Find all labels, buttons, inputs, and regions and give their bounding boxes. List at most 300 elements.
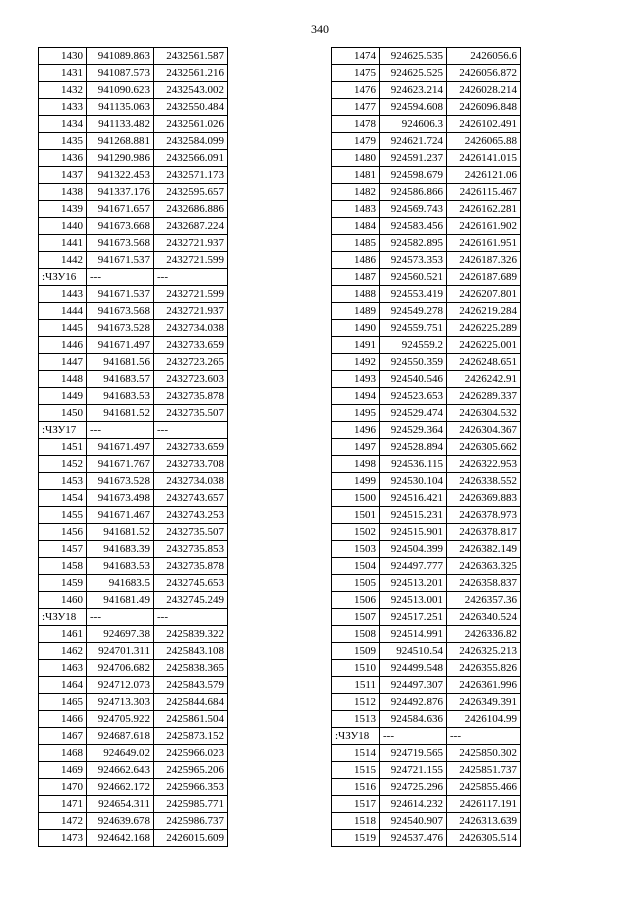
point-number-cell: 1455 — [39, 507, 87, 524]
x-coordinate-cell: 924582.895 — [380, 235, 447, 252]
point-number-cell: 1500 — [332, 490, 380, 507]
y-coordinate-cell: 2432571.173 — [154, 167, 228, 184]
table-row — [332, 439, 521, 456]
table-row — [39, 558, 228, 575]
point-number-cell: 1480 — [332, 150, 380, 167]
table-row — [39, 405, 228, 422]
x-coordinate-cell: 941683.53 — [87, 558, 154, 575]
point-number-cell: 1447 — [39, 354, 87, 371]
table-row — [332, 320, 521, 337]
table-row — [332, 286, 521, 303]
y-coordinate-cell: 2432721.599 — [154, 286, 228, 303]
x-coordinate-cell: 941135.063 — [87, 99, 154, 116]
x-coordinate-cell: 924523.653 — [380, 388, 447, 405]
y-coordinate-cell: 2426056.6 — [447, 48, 521, 65]
y-coordinate-cell: 2432561.026 — [154, 116, 228, 133]
point-number-cell: 1460 — [39, 592, 87, 609]
section-row — [332, 728, 521, 745]
table-row — [39, 830, 228, 847]
table-row — [39, 592, 228, 609]
table-row — [332, 235, 521, 252]
x-coordinate-cell: 924550.359 — [380, 354, 447, 371]
point-number-cell: 1436 — [39, 150, 87, 167]
point-number-cell: 1454 — [39, 490, 87, 507]
point-number-cell: 1433 — [39, 99, 87, 116]
point-number-cell: 1448 — [39, 371, 87, 388]
point-number-cell: 1507 — [332, 609, 380, 626]
point-number-cell: 1456 — [39, 524, 87, 541]
table-row — [39, 184, 228, 201]
table-row — [332, 626, 521, 643]
y-coordinate-cell: 2426207.801 — [447, 286, 521, 303]
point-number-cell: 1478 — [332, 116, 380, 133]
y-coordinate-cell: 2426161.951 — [447, 235, 521, 252]
table-row — [39, 116, 228, 133]
x-coordinate-cell: 924725.296 — [380, 779, 447, 796]
y-coordinate-cell: 2426338.552 — [447, 473, 521, 490]
table-row — [39, 167, 228, 184]
x-coordinate-cell: 924687.618 — [87, 728, 154, 745]
y-coordinate-cell: 2432745.653 — [154, 575, 228, 592]
y-coordinate-cell: 2425966.023 — [154, 745, 228, 762]
x-coordinate-cell: 924515.231 — [380, 507, 447, 524]
table-row — [39, 48, 228, 65]
y-coordinate-cell: 2425855.466 — [447, 779, 521, 796]
y-coordinate-cell: --- — [447, 728, 521, 745]
point-number-cell: :ЧЗУ18 — [39, 609, 87, 626]
point-number-cell: 1488 — [332, 286, 380, 303]
x-coordinate-cell: 924654.311 — [87, 796, 154, 813]
table-row — [39, 218, 228, 235]
table-row — [39, 388, 228, 405]
point-number-cell: 1449 — [39, 388, 87, 405]
table-row — [39, 133, 228, 150]
table-row — [39, 626, 228, 643]
y-coordinate-cell: 2432723.265 — [154, 354, 228, 371]
table-row — [332, 524, 521, 541]
table-row — [332, 779, 521, 796]
y-coordinate-cell: 2425850.302 — [447, 745, 521, 762]
x-coordinate-cell: 924530.104 — [380, 473, 447, 490]
table-row — [332, 303, 521, 320]
x-coordinate-cell: 924598.679 — [380, 167, 447, 184]
point-number-cell: 1440 — [39, 218, 87, 235]
point-number-cell: 1464 — [39, 677, 87, 694]
page-number: 340 — [311, 22, 329, 36]
section-row — [39, 609, 228, 626]
point-number-cell: 1431 — [39, 65, 87, 82]
table-row — [39, 201, 228, 218]
x-coordinate-cell: 924560.521 — [380, 269, 447, 286]
table-row — [39, 65, 228, 82]
x-coordinate-cell: 941089.863 — [87, 48, 154, 65]
point-number-cell: 1516 — [332, 779, 380, 796]
x-coordinate-cell: 941681.49 — [87, 592, 154, 609]
y-coordinate-cell: 2432543.002 — [154, 82, 228, 99]
x-coordinate-cell: 941673.528 — [87, 320, 154, 337]
table-row — [39, 235, 228, 252]
point-number-cell: 1467 — [39, 728, 87, 745]
x-coordinate-cell: 924569.743 — [380, 201, 447, 218]
x-coordinate-cell: 941671.467 — [87, 507, 154, 524]
point-number-cell: 1491 — [332, 337, 380, 354]
y-coordinate-cell: 2432735.878 — [154, 558, 228, 575]
x-coordinate-cell: 924492.876 — [380, 694, 447, 711]
point-number-cell: 1435 — [39, 133, 87, 150]
table-row — [39, 252, 228, 269]
point-number-cell: 1510 — [332, 660, 380, 677]
point-number-cell: 1462 — [39, 643, 87, 660]
x-coordinate-cell: 941671.657 — [87, 201, 154, 218]
table-row — [332, 405, 521, 422]
y-coordinate-cell: 2425986.737 — [154, 813, 228, 830]
y-coordinate-cell: 2432721.937 — [154, 303, 228, 320]
y-coordinate-cell: 2426369.883 — [447, 490, 521, 507]
table-row — [332, 643, 521, 660]
point-number-cell: 1463 — [39, 660, 87, 677]
x-coordinate-cell: 941671.767 — [87, 456, 154, 473]
x-coordinate-cell: 941683.5 — [87, 575, 154, 592]
y-coordinate-cell: 2432733.659 — [154, 439, 228, 456]
y-coordinate-cell: 2432595.657 — [154, 184, 228, 201]
y-coordinate-cell: 2426104.99 — [447, 711, 521, 728]
table-row — [39, 439, 228, 456]
y-coordinate-cell: 2432734.038 — [154, 473, 228, 490]
y-coordinate-cell: 2425839.322 — [154, 626, 228, 643]
y-coordinate-cell: 2425843.108 — [154, 643, 228, 660]
x-coordinate-cell: 924621.724 — [380, 133, 447, 150]
y-coordinate-cell: 2432721.599 — [154, 252, 228, 269]
coordinates-table-right — [331, 47, 521, 847]
table-row — [332, 694, 521, 711]
point-number-cell: 1441 — [39, 235, 87, 252]
x-coordinate-cell: 924537.476 — [380, 830, 447, 847]
x-coordinate-cell: 941087.573 — [87, 65, 154, 82]
x-coordinate-cell: 924662.172 — [87, 779, 154, 796]
y-coordinate-cell: 2426325.213 — [447, 643, 521, 660]
table-row — [332, 201, 521, 218]
point-number-cell: 1486 — [332, 252, 380, 269]
y-coordinate-cell: --- — [154, 422, 228, 439]
x-coordinate-cell: 941337.176 — [87, 184, 154, 201]
y-coordinate-cell: 2426289.337 — [447, 388, 521, 405]
y-coordinate-cell: 2426363.325 — [447, 558, 521, 575]
section-row — [39, 269, 228, 286]
point-number-cell: 1490 — [332, 320, 380, 337]
x-coordinate-cell: 941681.52 — [87, 524, 154, 541]
point-number-cell: 1498 — [332, 456, 380, 473]
x-coordinate-cell: 924712.073 — [87, 677, 154, 694]
y-coordinate-cell: 2426349.391 — [447, 694, 521, 711]
point-number-cell: 1515 — [332, 762, 380, 779]
x-coordinate-cell: 924513.201 — [380, 575, 447, 592]
x-coordinate-cell: 924504.399 — [380, 541, 447, 558]
x-coordinate-cell: 924625.535 — [380, 48, 447, 65]
x-coordinate-cell: 924606.3 — [380, 116, 447, 133]
y-coordinate-cell: 2425985.771 — [154, 796, 228, 813]
y-coordinate-cell: 2425861.504 — [154, 711, 228, 728]
point-number-cell: 1469 — [39, 762, 87, 779]
point-number-cell: 1475 — [332, 65, 380, 82]
y-coordinate-cell: 2432723.603 — [154, 371, 228, 388]
y-coordinate-cell: 2426161.902 — [447, 218, 521, 235]
y-coordinate-cell: 2426305.662 — [447, 439, 521, 456]
table-row — [39, 337, 228, 354]
table-row — [332, 167, 521, 184]
x-coordinate-cell: --- — [87, 422, 154, 439]
table-row — [39, 779, 228, 796]
table-row — [39, 473, 228, 490]
x-coordinate-cell: --- — [87, 269, 154, 286]
x-coordinate-cell: 924705.922 — [87, 711, 154, 728]
table-row — [39, 286, 228, 303]
table-row — [39, 575, 228, 592]
x-coordinate-cell: 941290.986 — [87, 150, 154, 167]
point-number-cell: 1445 — [39, 320, 87, 337]
x-coordinate-cell: 924625.525 — [380, 65, 447, 82]
y-coordinate-cell: 2432735.878 — [154, 388, 228, 405]
table-row — [332, 218, 521, 235]
table-row — [332, 48, 521, 65]
point-number-cell: 1493 — [332, 371, 380, 388]
point-number-cell: 1517 — [332, 796, 380, 813]
x-coordinate-cell: 924514.991 — [380, 626, 447, 643]
table-row — [332, 116, 521, 133]
point-number-cell: 1481 — [332, 167, 380, 184]
table-row — [39, 99, 228, 116]
x-coordinate-cell: 924706.682 — [87, 660, 154, 677]
table-row — [332, 660, 521, 677]
point-number-cell: 1494 — [332, 388, 380, 405]
table-row — [332, 711, 521, 728]
x-coordinate-cell: 941673.668 — [87, 218, 154, 235]
point-number-cell: 1446 — [39, 337, 87, 354]
point-number-cell: 1439 — [39, 201, 87, 218]
y-coordinate-cell: 2426225.289 — [447, 320, 521, 337]
point-number-cell: 1504 — [332, 558, 380, 575]
y-coordinate-cell: 2426065.88 — [447, 133, 521, 150]
table-row — [332, 575, 521, 592]
coordinates-table-left — [38, 47, 228, 847]
point-number-cell: 1487 — [332, 269, 380, 286]
point-number-cell: 1450 — [39, 405, 87, 422]
x-coordinate-cell: 924499.548 — [380, 660, 447, 677]
x-coordinate-cell: 924639.678 — [87, 813, 154, 830]
point-number-cell: :ЧЗУ18 — [332, 728, 380, 745]
y-coordinate-cell: 2425843.579 — [154, 677, 228, 694]
x-coordinate-cell: 941683.57 — [87, 371, 154, 388]
y-coordinate-cell: 2432566.091 — [154, 150, 228, 167]
table-row — [332, 337, 521, 354]
point-number-cell: 1509 — [332, 643, 380, 660]
point-number-cell: 1502 — [332, 524, 380, 541]
table-row — [332, 558, 521, 575]
point-number-cell: 1465 — [39, 694, 87, 711]
y-coordinate-cell: 2426378.817 — [447, 524, 521, 541]
point-number-cell: 1468 — [39, 745, 87, 762]
x-coordinate-cell: 941322.453 — [87, 167, 154, 184]
table-row — [39, 677, 228, 694]
y-coordinate-cell: 2426322.953 — [447, 456, 521, 473]
y-coordinate-cell: 2432733.659 — [154, 337, 228, 354]
y-coordinate-cell: 2432686.886 — [154, 201, 228, 218]
y-coordinate-cell: 2432735.507 — [154, 524, 228, 541]
table-row — [39, 541, 228, 558]
point-number-cell: 1451 — [39, 439, 87, 456]
y-coordinate-cell: 2432550.484 — [154, 99, 228, 116]
table-row — [39, 507, 228, 524]
table-row — [332, 388, 521, 405]
point-number-cell: 1479 — [332, 133, 380, 150]
x-coordinate-cell: 924584.636 — [380, 711, 447, 728]
point-number-cell: 1503 — [332, 541, 380, 558]
y-coordinate-cell: 2426187.326 — [447, 252, 521, 269]
y-coordinate-cell: 2425965.206 — [154, 762, 228, 779]
y-coordinate-cell: 2426358.837 — [447, 575, 521, 592]
table-row — [39, 762, 228, 779]
y-coordinate-cell: 2426056.872 — [447, 65, 521, 82]
y-coordinate-cell: 2426102.491 — [447, 116, 521, 133]
y-coordinate-cell: 2432745.249 — [154, 592, 228, 609]
y-coordinate-cell: 2426242.91 — [447, 371, 521, 388]
x-coordinate-cell: 924549.278 — [380, 303, 447, 320]
point-number-cell: 1437 — [39, 167, 87, 184]
point-number-cell: :ЧЗУ17 — [39, 422, 87, 439]
table-row — [332, 507, 521, 524]
y-coordinate-cell: 2426162.281 — [447, 201, 521, 218]
y-coordinate-cell: 2432743.657 — [154, 490, 228, 507]
y-coordinate-cell: 2432561.587 — [154, 48, 228, 65]
table-row — [332, 745, 521, 762]
table-row — [332, 269, 521, 286]
y-coordinate-cell: --- — [154, 609, 228, 626]
y-coordinate-cell: 2426304.532 — [447, 405, 521, 422]
table-row — [332, 354, 521, 371]
table-row — [39, 796, 228, 813]
x-coordinate-cell: 924529.364 — [380, 422, 447, 439]
point-number-cell: 1474 — [332, 48, 380, 65]
x-coordinate-cell: 924623.214 — [380, 82, 447, 99]
x-coordinate-cell: 924697.38 — [87, 626, 154, 643]
y-coordinate-cell: 2426187.689 — [447, 269, 521, 286]
point-number-cell: 1472 — [39, 813, 87, 830]
y-coordinate-cell: 2432743.253 — [154, 507, 228, 524]
point-number-cell: 1485 — [332, 235, 380, 252]
x-coordinate-cell: 924559.2 — [380, 337, 447, 354]
table-row — [39, 303, 228, 320]
table-row — [39, 456, 228, 473]
y-coordinate-cell: 2426219.284 — [447, 303, 521, 320]
point-number-cell: 1499 — [332, 473, 380, 490]
point-number-cell: 1466 — [39, 711, 87, 728]
point-number-cell: 1452 — [39, 456, 87, 473]
point-number-cell: 1511 — [332, 677, 380, 694]
y-coordinate-cell: 2426340.524 — [447, 609, 521, 626]
x-coordinate-cell: 941671.497 — [87, 439, 154, 456]
x-coordinate-cell: 924583.456 — [380, 218, 447, 235]
y-coordinate-cell: 2432584.099 — [154, 133, 228, 150]
x-coordinate-cell: 941671.497 — [87, 337, 154, 354]
x-coordinate-cell: 941673.528 — [87, 473, 154, 490]
x-coordinate-cell: 924701.311 — [87, 643, 154, 660]
y-coordinate-cell: 2426028.214 — [447, 82, 521, 99]
x-coordinate-cell: 924719.565 — [380, 745, 447, 762]
table-row — [39, 711, 228, 728]
table-row — [39, 643, 228, 660]
point-number-cell: 1430 — [39, 48, 87, 65]
y-coordinate-cell: 2425838.365 — [154, 660, 228, 677]
table-row — [332, 65, 521, 82]
table-row — [39, 150, 228, 167]
point-number-cell: 1457 — [39, 541, 87, 558]
table-row — [332, 541, 521, 558]
x-coordinate-cell: 924614.232 — [380, 796, 447, 813]
y-coordinate-cell: 2426361.996 — [447, 677, 521, 694]
y-coordinate-cell: 2426355.826 — [447, 660, 521, 677]
y-coordinate-cell: 2432733.708 — [154, 456, 228, 473]
table-row — [332, 99, 521, 116]
point-number-cell: 1497 — [332, 439, 380, 456]
y-coordinate-cell: 2426357.36 — [447, 592, 521, 609]
table-row — [332, 677, 521, 694]
y-coordinate-cell: 2426015.609 — [154, 830, 228, 847]
y-coordinate-cell: 2426117.191 — [447, 796, 521, 813]
y-coordinate-cell: 2425966.353 — [154, 779, 228, 796]
y-coordinate-cell: 2425844.684 — [154, 694, 228, 711]
y-coordinate-cell: 2426096.848 — [447, 99, 521, 116]
x-coordinate-cell: 924553.419 — [380, 286, 447, 303]
table-row — [39, 371, 228, 388]
table-row — [332, 184, 521, 201]
table-row — [39, 813, 228, 830]
x-coordinate-cell: 941673.568 — [87, 235, 154, 252]
x-coordinate-cell: 924528.894 — [380, 439, 447, 456]
y-coordinate-cell: 2426305.514 — [447, 830, 521, 847]
y-coordinate-cell: 2432721.937 — [154, 235, 228, 252]
point-number-cell: 1438 — [39, 184, 87, 201]
table-row — [39, 694, 228, 711]
y-coordinate-cell: 2432735.853 — [154, 541, 228, 558]
x-coordinate-cell: 924642.168 — [87, 830, 154, 847]
point-number-cell: 1458 — [39, 558, 87, 575]
x-coordinate-cell: 924516.421 — [380, 490, 447, 507]
x-coordinate-cell: 924591.237 — [380, 150, 447, 167]
section-row — [39, 422, 228, 439]
y-coordinate-cell: 2432734.038 — [154, 320, 228, 337]
x-coordinate-cell: 924713.303 — [87, 694, 154, 711]
table-row — [332, 609, 521, 626]
table-row — [332, 422, 521, 439]
point-number-cell: 1453 — [39, 473, 87, 490]
point-number-cell: 1496 — [332, 422, 380, 439]
point-number-cell: 1432 — [39, 82, 87, 99]
x-coordinate-cell: 924594.608 — [380, 99, 447, 116]
x-coordinate-cell: 941090.623 — [87, 82, 154, 99]
x-coordinate-cell: 924529.474 — [380, 405, 447, 422]
point-number-cell: 1506 — [332, 592, 380, 609]
point-number-cell: 1519 — [332, 830, 380, 847]
y-coordinate-cell: --- — [154, 269, 228, 286]
x-coordinate-cell: 941268.881 — [87, 133, 154, 150]
point-number-cell: 1459 — [39, 575, 87, 592]
point-number-cell: 1476 — [332, 82, 380, 99]
x-coordinate-cell: 941671.537 — [87, 286, 154, 303]
table-row — [332, 762, 521, 779]
point-number-cell: 1483 — [332, 201, 380, 218]
y-coordinate-cell: 2432687.224 — [154, 218, 228, 235]
table-row — [39, 320, 228, 337]
table-row — [332, 592, 521, 609]
